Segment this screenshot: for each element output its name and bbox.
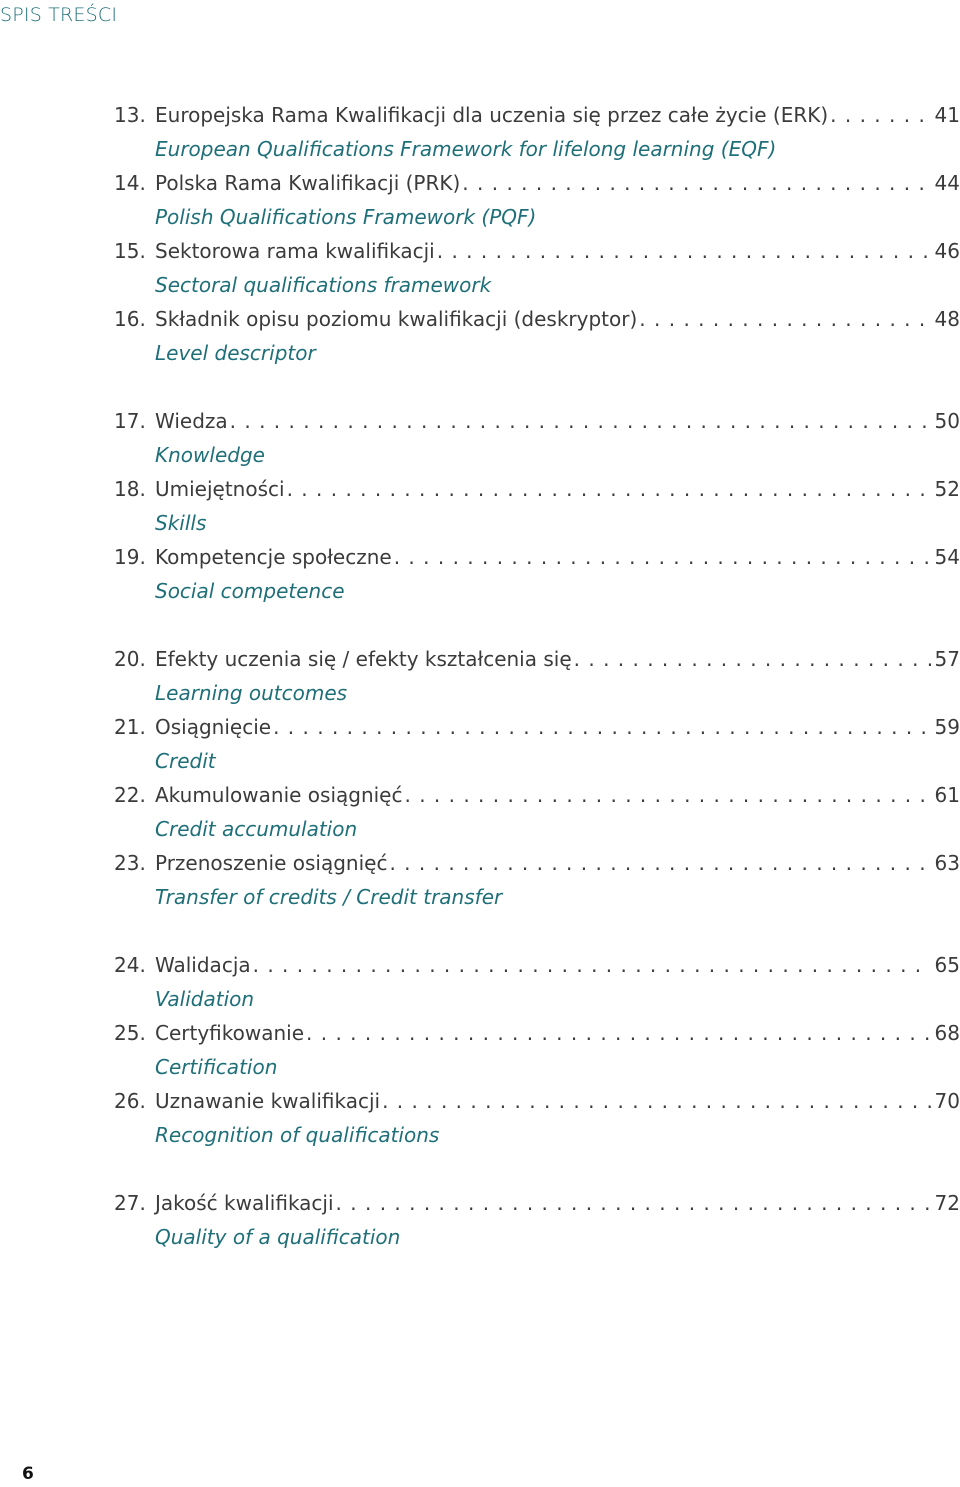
toc-entry[interactable]: [114, 404, 960, 472]
toc-entry-line: [114, 948, 960, 982]
dot-leader: [830, 98, 930, 132]
entry-translation: Skills: [155, 511, 207, 535]
toc-entry-line: [114, 302, 960, 336]
toc-group: [114, 642, 960, 914]
entry-translation: Knowledge: [155, 443, 265, 467]
dot-leader: [273, 710, 930, 744]
toc-entry[interactable]: [114, 1016, 960, 1084]
entry-number: 20.: [114, 647, 146, 671]
toc-entry[interactable]: [114, 948, 960, 1016]
entry-number: 16.: [114, 307, 146, 331]
entry-title: Kompetencje społeczne: [155, 545, 392, 569]
entry-translation: Quality of a qualification: [155, 1225, 401, 1249]
entry-number: 21.: [114, 715, 146, 739]
entry-title: Składnik opisu poziomu kwalifikacji (deskryptor): [155, 307, 638, 331]
toc-entry[interactable]: [114, 1084, 960, 1152]
entry-page: 52: [934, 477, 960, 501]
entry-title: Efekty uczenia się / efekty kształcenia się: [155, 647, 572, 671]
toc-group: [114, 1186, 960, 1254]
toc-entry[interactable]: [114, 642, 960, 710]
toc-entry-line: [114, 540, 960, 574]
dot-leader: [382, 1084, 930, 1118]
entry-translation: Sectoral qualifications framework: [155, 273, 492, 297]
toc-entry[interactable]: [114, 540, 960, 608]
dot-leader: [394, 540, 931, 574]
entry-page: 59: [934, 715, 960, 739]
dot-leader: [404, 778, 930, 812]
entry-page: 65: [934, 953, 960, 977]
toc-entry-line: [114, 472, 960, 506]
entry-translation: Credit accumulation: [155, 817, 358, 841]
toc-entry[interactable]: [114, 302, 960, 370]
entry-translation: Social competence: [155, 579, 345, 603]
entry-translation: Learning outcomes: [155, 681, 348, 705]
toc-entry-line: [114, 778, 960, 812]
entry-page: 46: [934, 239, 960, 263]
header-title: SPIS TREŚCI: [0, 4, 118, 26]
toc-entry-line: [114, 1084, 960, 1118]
dot-leader: [287, 472, 931, 506]
dot-leader: [462, 166, 930, 200]
entry-translation: Level descriptor: [155, 341, 316, 365]
toc-entry[interactable]: [114, 710, 960, 778]
entry-translation: European Qualifications Framework for lifelong learning (EQF): [155, 137, 777, 161]
toc-entry[interactable]: [114, 1186, 960, 1254]
dot-leader: [574, 642, 931, 676]
toc-entry[interactable]: [114, 778, 960, 846]
entry-number: 26.: [114, 1089, 146, 1113]
toc-group: [114, 404, 960, 608]
entry-page: 61: [934, 783, 960, 807]
dot-leader: [230, 404, 931, 438]
page-number: 6: [22, 1464, 34, 1484]
toc-entry-line: [114, 710, 960, 744]
dot-leader: [437, 234, 931, 268]
dot-leader: [336, 1186, 931, 1220]
entry-number: 24.: [114, 953, 146, 977]
entry-title: Osiągnięcie: [155, 715, 272, 739]
toc-entry[interactable]: [114, 166, 960, 234]
toc-entry-line: [114, 404, 960, 438]
entry-page: 68: [934, 1021, 960, 1045]
entry-translation: Credit: [155, 749, 216, 773]
entry-number: 18.: [114, 477, 146, 501]
toc-group: [114, 98, 960, 370]
entry-title: Uznawanie kwalifikacji: [155, 1089, 381, 1113]
toc-entry[interactable]: [114, 472, 960, 540]
dot-leader: [389, 846, 930, 880]
toc-entry-line: [114, 234, 960, 268]
entry-title: Jakość kwalifikacji: [155, 1191, 334, 1215]
table-of-contents: [114, 98, 960, 1288]
toc-entry-line: [114, 166, 960, 200]
toc-entry[interactable]: [114, 846, 960, 914]
entry-title: Sektorowa rama kwalifikacji: [155, 239, 435, 263]
entry-title: Przenoszenie osiągnięć: [155, 851, 388, 875]
entry-number: 15.: [114, 239, 146, 263]
entry-title: Certyfikowanie: [155, 1021, 305, 1045]
entry-page: 41: [934, 103, 960, 127]
dot-leader: [306, 1016, 931, 1050]
entry-title: Polska Rama Kwalifikacji (PRK): [155, 171, 461, 195]
toc-group: [114, 948, 960, 1152]
entry-page: 48: [934, 307, 960, 331]
entry-title: Umiejętności: [155, 477, 285, 501]
entry-number: 22.: [114, 783, 146, 807]
entry-translation: Validation: [155, 987, 255, 1011]
entry-number: 23.: [114, 851, 146, 875]
toc-entry-line: [114, 98, 960, 132]
toc-entry-line: [114, 1186, 960, 1220]
entry-title: Walidacja: [155, 953, 251, 977]
entry-page: 70: [934, 1089, 960, 1113]
toc-entry[interactable]: [114, 98, 960, 166]
dot-leader: [253, 948, 931, 982]
toc-entry-line: [114, 642, 960, 676]
entry-page: 44: [934, 171, 960, 195]
entry-page: 57: [934, 647, 960, 671]
entry-translation: Polish Qualifications Framework (PQF): [155, 205, 537, 229]
dot-leader: [639, 302, 930, 336]
entry-number: 19.: [114, 545, 146, 569]
entry-page: 63: [934, 851, 960, 875]
entry-page: 54: [934, 545, 960, 569]
entry-page: 72: [934, 1191, 960, 1215]
toc-entry[interactable]: [114, 234, 960, 302]
entry-page: 50: [934, 409, 960, 433]
entry-number: 14.: [114, 171, 146, 195]
entry-number: 17.: [114, 409, 146, 433]
toc-entry-line: [114, 1016, 960, 1050]
entry-translation: Certification: [155, 1055, 278, 1079]
entry-translation: Recognition of qualifications: [155, 1123, 440, 1147]
entry-title: Europejska Rama Kwalifikacji dla uczenia się przez całe życie (ERK): [155, 103, 829, 127]
entry-number: 13.: [114, 103, 146, 127]
entry-title: Akumulowanie osiągnięć: [155, 783, 403, 807]
entry-number: 25.: [114, 1021, 146, 1045]
entry-number: 27.: [114, 1191, 146, 1215]
toc-entry-line: [114, 846, 960, 880]
entry-translation: Transfer of credits / Credit transfer: [155, 885, 503, 909]
entry-title: Wiedza: [155, 409, 228, 433]
